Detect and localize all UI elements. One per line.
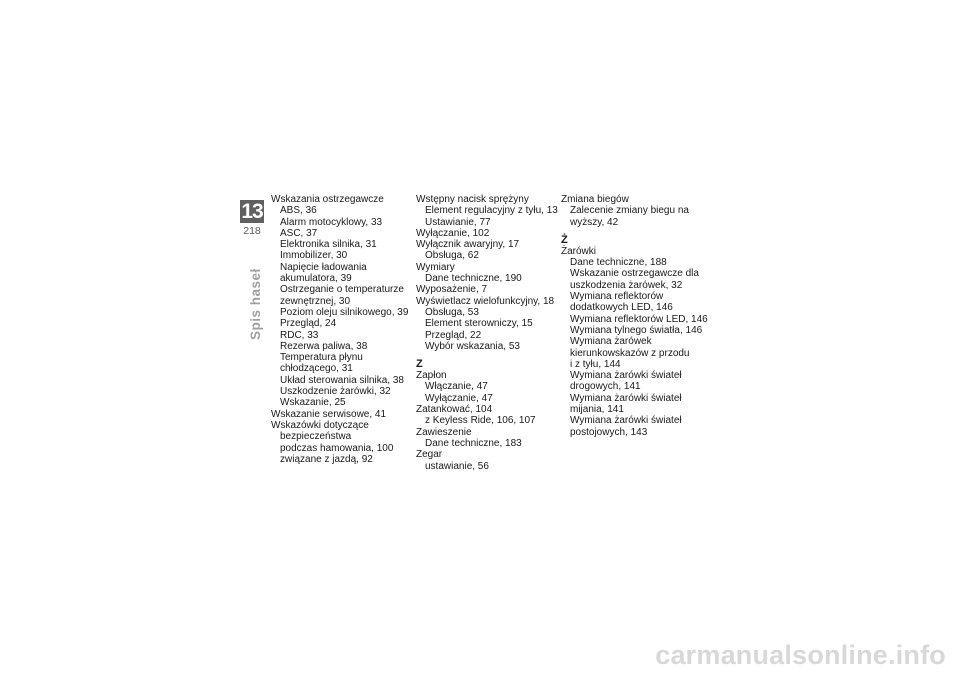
index-entry: Zapłon [416,370,447,382]
index-subentry: postojowych, 143 [570,426,648,438]
index-subentry: podczas hamowania, 100 [280,442,394,454]
index-subentry: Dane techniczne, 183 [425,437,522,449]
section-letter: Ż [561,233,568,246]
index-subentry: Obsługa, 53 [425,306,479,318]
index-subentry: uszkodzenia żarówek, 32 [570,279,683,291]
index-subentry: Wymiana tylnego światła, 146 [570,324,703,336]
index-subentry: Wybór wskazania, 53 [425,340,520,352]
index-column-1 [271,194,411,465]
index-subentry: Alarm motocyklowy, 33 [280,216,383,228]
index-subentry: Ustawianie, 77 [425,216,491,228]
index-subentry: mijania, 141 [570,404,624,416]
index-subentry: Wymiana reflektorów [570,291,664,303]
index-subentry: Rezerwa paliwa, 38 [280,340,368,352]
index-entry: Wyłączanie, 102 [416,227,490,239]
index-subentry: Wymiana żarówki świateł [570,392,682,404]
index-subentry: Obsługa, 62 [425,250,479,262]
index-subentry: związane z jazdą, 92 [280,453,373,465]
page-number: 218 [243,225,261,237]
index-entry: Zmiana biegów [561,194,629,205]
index-entry: Wskazówki dotyczące [271,419,369,431]
index-subentry: Włączanie, 47 [425,381,488,393]
index-subentry: Napięcie ładowania [280,261,367,273]
index-subentry: bezpieczeństwa [280,431,352,443]
index-subentry: Dane techniczne, 188 [570,257,667,269]
index-subentry: kierunkowskazów z przodu [570,347,690,359]
index-entry: Zatankować, 104 [416,404,493,416]
watermark: carmanualsonline.info [655,640,946,670]
side-title-text: Spis haseł [248,268,263,340]
index-entry: Wyposażenie, 7 [416,284,488,296]
index-entry: Wskazanie serwisowe, 41 [271,408,387,420]
index-subentry: Wymiana żarówek [570,336,652,348]
index-subentry: wyższy, 42 [570,216,619,228]
index-entry: Wymiary [416,261,455,273]
index-subentry: ustawianie, 56 [425,460,489,472]
index-subentry: dodatkowych LED, 146 [570,302,673,314]
index-subentry: Element regulacyjny z tyłu, 13 [425,205,558,217]
index-subentry: Układ sterowania silnika, 38 [280,374,404,386]
index-subentry: chłodzącego, 31 [280,363,353,375]
index-subentry: akumulatora, 39 [280,273,352,285]
index-subentry: Uszkodzenie żarówki, 32 [280,386,391,398]
index-subentry: Wskazanie ostrzegawcze dla [570,268,699,280]
index-subentry: RDC, 33 [280,329,319,341]
index-subentry: Wymiana żarówki świateł [570,415,682,427]
index-subentry: Zalecenie zmiany biegu na [570,205,689,217]
index-subentry: i z tyłu, 144 [570,358,621,370]
index-subentry: z Keyless Ride, 106, 107 [425,415,536,427]
index-subentry: Ostrzeganie o temperaturze [280,284,404,296]
index-entry: Wyświetlacz wielofunkcyjny, 18 [416,295,555,307]
index-subentry: Wskazanie, 25 [280,397,346,409]
index-subentry: Wymiana reflektorów LED, 146 [570,313,708,325]
index-entry: Wyłącznik awaryjny, 17 [416,239,520,251]
index-subentry: Poziom oleju silnikowego, 39 [280,306,409,318]
index-column-2 [416,194,556,472]
index-subentry: Element sterowniczy, 15 [425,318,533,330]
index-subentry: drogowych, 141 [570,381,641,393]
index-entry: Wstępny nacisk sprężyny [416,194,529,205]
index-subentry: Wyłączanie, 47 [425,392,493,404]
index-subentry: Temperatura płynu [280,352,363,364]
index-entry: Zawieszenie [416,426,472,438]
index-subentry: zewnętrznej, 30 [280,295,351,307]
index-subentry: Przegląd, 24 [280,318,337,330]
index-subentry: Wymiana żarówki świateł [570,370,682,382]
chapter-number-tab: 13 [241,200,263,223]
index-entry: Zegar [416,449,443,461]
index-subentry: Dane techniczne, 190 [425,273,522,285]
index-subentry: Elektronika silnika, 31 [280,239,377,251]
index-subentry: ABS, 36 [280,205,317,217]
index-subentry: Immobilizer, 30 [280,250,348,262]
index-subentry: ASC, 37 [280,227,318,239]
index-subentry: Przegląd, 22 [425,329,482,341]
section-letter: Z [416,358,423,371]
index-column-3 [561,194,708,438]
index-entry: Żarówki [561,245,597,257]
index-entry: Wskazania ostrzegawcze [271,194,384,205]
